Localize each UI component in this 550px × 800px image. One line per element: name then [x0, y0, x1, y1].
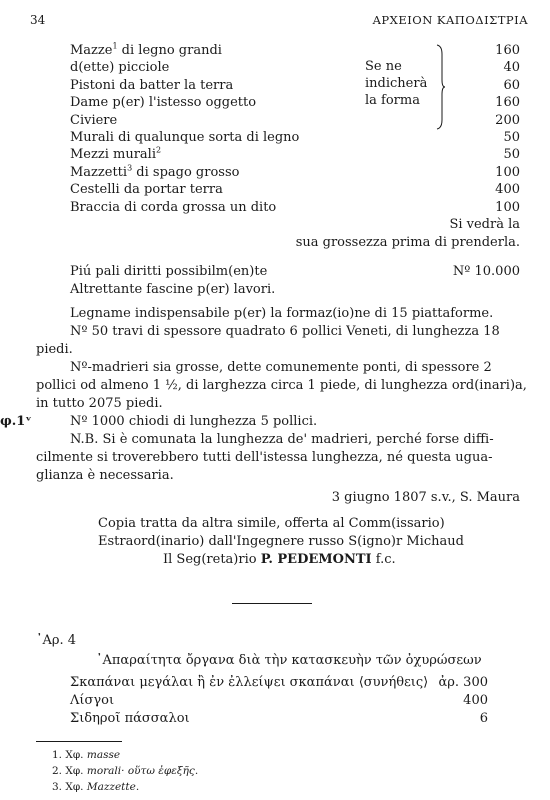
running-title: ΑΡΧΕΙΟΝ ΚΑΠΟΔΙΣΤΡΙΑ [372, 13, 528, 27]
footnote-text: masse [86, 749, 121, 761]
item-label: Cestelli da portar terra [70, 182, 223, 198]
legname-line: in tutto 2075 piedi. [36, 396, 163, 411]
footnote-text: morali· οὕτω ἐφεξῆς. [86, 765, 199, 777]
item-quantity: 160 [495, 95, 520, 111]
section-divider [232, 603, 312, 604]
greek-item-label: Σιδηροῖ πάσσαλοι [70, 711, 190, 726]
item-label: Braccia di corda grossa un dito [70, 199, 277, 215]
nb-line: glianza è necessaria. [36, 468, 174, 483]
item-label: Pistoni da batter la terra [70, 77, 234, 93]
chiodi-line: Nº 1000 chiodi di lunghezza 5 pollici. [70, 414, 318, 429]
item-label: Mezzi murali [70, 147, 156, 163]
footnote-rule [36, 741, 122, 742]
item-label: d(ette) picciole [70, 60, 170, 76]
item-quantity: 200 [495, 112, 520, 128]
greek-item-quantity: 6 [479, 711, 488, 726]
signature-line [163, 551, 396, 568]
list-item [70, 112, 117, 129]
greek-item-quantity: 400 [463, 693, 488, 708]
greek-doc-title: ᾿Απαραίτητα ὄργανα διὰ τὴν κατασκευὴν τῶν ὀχυρώσεων [96, 653, 482, 668]
item-quantity: 60 [503, 77, 520, 93]
brace-note [365, 58, 427, 109]
legname-line: Nº-madrieri sia grosse, dette comunemente ponti, di spessore 2 [70, 360, 492, 375]
item-quantity: 50 [503, 147, 520, 163]
footnote-number: 3. Χφ. [52, 781, 84, 793]
legname-line: Legname indispensabile p(er) la formaz(io)ne di 15 piattaforme. [70, 306, 494, 321]
item-label: Murali di qualunque sorta di legno [70, 130, 300, 145]
footnote-number: 2. Χφ. [52, 765, 84, 777]
pali-line: Piú pali diritti possibilm(en)te [70, 264, 268, 279]
list-item [70, 199, 276, 216]
list-item [70, 77, 233, 94]
pali-value: Nº 10.000 [452, 264, 520, 279]
greek-item-quantity: ἀρ. 300 [438, 675, 488, 690]
list-item [70, 181, 223, 198]
item-quantity: 100 [495, 164, 520, 180]
greek-item-label: Σκαπάναι μεγάλαι ἢ ἐν ἐλλείψει σκαπάναι ⟨συνήθεις⟩ [70, 675, 429, 690]
list-item [70, 59, 169, 76]
list-item [70, 164, 239, 181]
greek-doc-number: ᾿Αρ. 4 [36, 633, 77, 648]
brace-icon [436, 44, 446, 130]
item-label-rest: di spago grosso [132, 164, 240, 180]
footnote [52, 763, 198, 780]
signature-suffix: f.c. [371, 552, 396, 567]
fascine-line: Altrettante fascine p(er) lavori. [70, 282, 276, 297]
footnote [52, 779, 139, 796]
legname-line: pollici od almeno 1 ½, di larghezza circa 1 piede, di lunghezza ord(inari)a, [36, 378, 527, 393]
signature-prefix: Il Seg(reta)rio [163, 552, 261, 567]
list-item [70, 94, 256, 111]
footnote-ref: 3 [127, 163, 133, 173]
footnote-number: 1. Χφ. [52, 749, 84, 761]
date-line: 3 giugno 1807 s.v., S. Maura [331, 490, 520, 505]
legname-line: Nº 50 travi di spessore quadrato 6 pollici Veneti, di lunghezza 18 [70, 324, 500, 339]
signature-name: P. PEDEMONTI [260, 552, 372, 567]
item-quantity: 100 [495, 199, 520, 215]
nb-line: N.B. Si è comunata la lunghezza de' madrieri, perché forse diffi- [70, 432, 494, 447]
footnote-text: Mazzette. [86, 781, 140, 793]
list-item [70, 129, 299, 146]
item-label-rest: di legno grandi [117, 43, 222, 58]
footnote [52, 747, 120, 764]
copia-line: Estraord(inario) dall'Ingegnere russo S(igno)r Michaud [98, 534, 464, 549]
list-item [70, 42, 222, 59]
footnote-ref: 2 [155, 146, 162, 156]
item-quantity: 50 [503, 130, 520, 145]
size-note-line: Si vedrà la [449, 217, 520, 232]
list-item [70, 146, 161, 163]
item-label: Mazzetti [70, 164, 128, 180]
nb-line: cilmente si troverebbero tutti dell'istessa lunghezza, né questa ugua- [36, 450, 493, 465]
item-label: Civiere [70, 112, 118, 128]
copia-line: Copia tratta da altra simile, offerta al Comm(issario) [98, 516, 445, 531]
item-quantity: 160 [495, 43, 520, 58]
item-quantity: 400 [495, 182, 520, 198]
page-number: 34 [30, 13, 46, 27]
item-label: Dame p(er) l'istesso oggetto [70, 95, 257, 111]
brace-note-line: la forma [365, 93, 420, 108]
footnote-ref: 1 [112, 41, 118, 51]
legname-line: piedi. [36, 342, 73, 357]
brace-note-line: indicherà [365, 76, 428, 91]
brace-note-line: Se ne [365, 59, 402, 74]
size-note-line: sua grossezza prima di prenderla. [295, 235, 520, 250]
folio-margin-mark: φ.1ᵛ [0, 414, 32, 429]
item-label: Mazze [70, 43, 113, 58]
greek-item-label: Λίσγοι [70, 693, 115, 708]
item-quantity: 40 [503, 60, 520, 76]
